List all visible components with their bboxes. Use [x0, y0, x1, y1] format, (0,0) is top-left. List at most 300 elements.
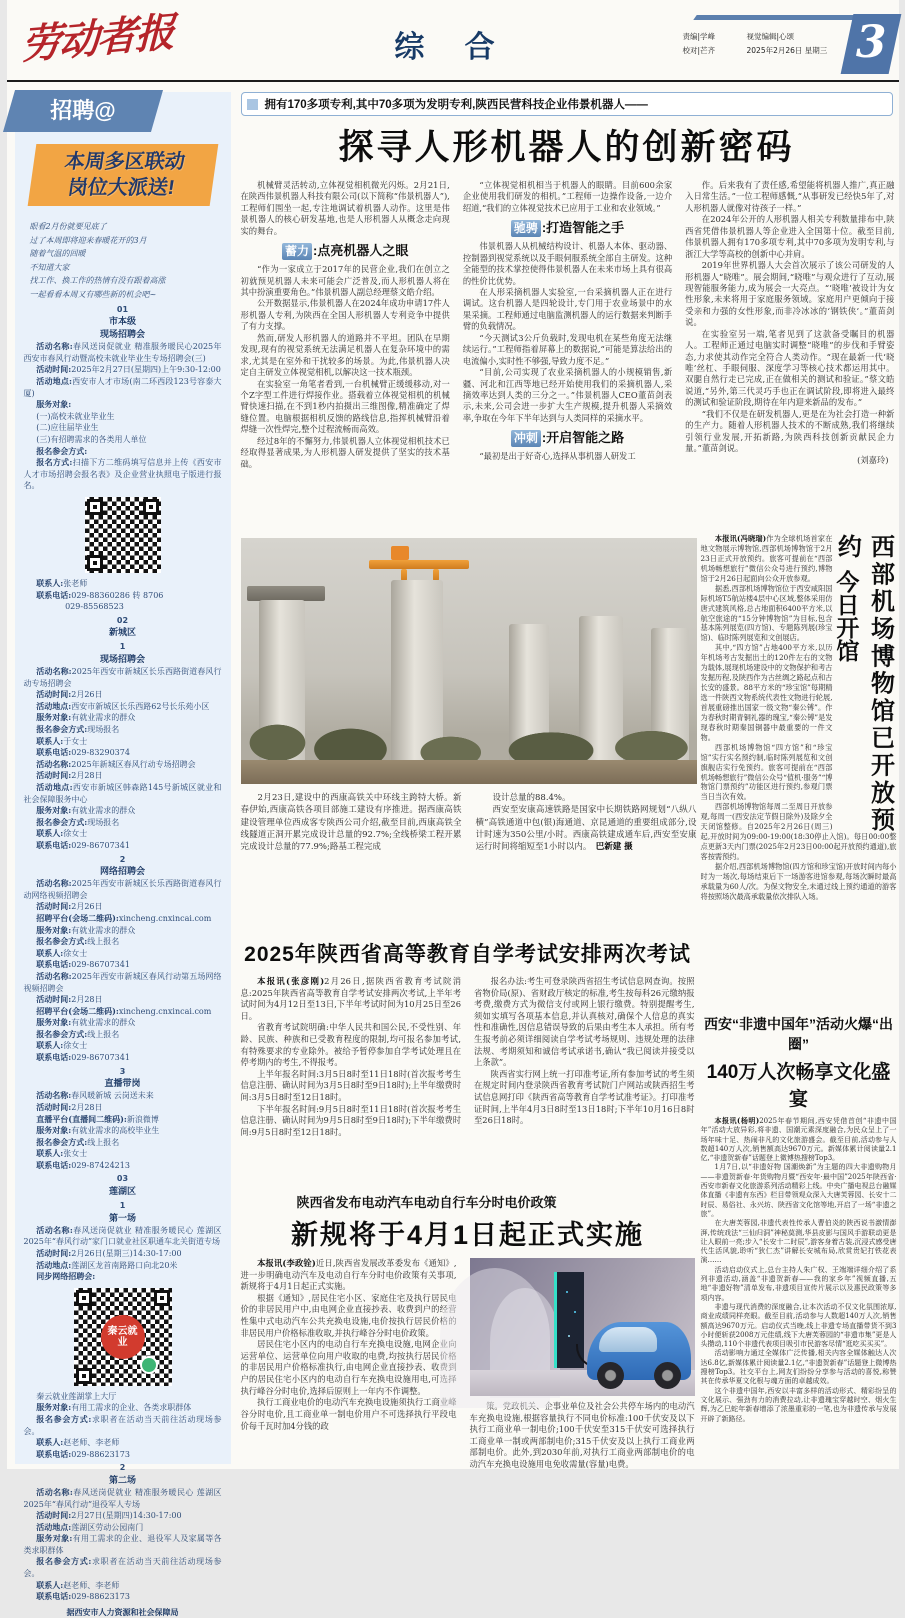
listing-line: [24, 936, 222, 948]
intro-line: 眼看2月份就要见底了: [29, 222, 107, 231]
banner-line2: 岗位大派送!: [65, 177, 176, 199]
listing-value: 029-83290374: [71, 748, 130, 758]
listing-line: [24, 828, 222, 840]
listing-value: 2025年西安市新城区春风行动第五场网络视频招聘会: [23, 971, 222, 993]
listing-label: 活动时间:: [36, 901, 72, 912]
article-column-1: [241, 180, 450, 530]
listing-label: 服务对象:: [36, 399, 72, 410]
listing-value: 新浪微博: [126, 1114, 159, 1124]
listing-plain-line: 秦云就业莲湖掌上大厅: [36, 1391, 117, 1401]
listing-value: 徐女士: [63, 1041, 88, 1051]
section-number: 01: [116, 304, 129, 314]
listing-value: 2月28日: [71, 1102, 103, 1112]
subhead-tag: 驰骋: [511, 220, 541, 237]
listing-line: [24, 994, 222, 1006]
paragraph: “立体视觉相机相当于机器人的眼睛。目前600余家企业使用我们研发的相机。”工程师一边操作设备,一边介绍道,“我们的立体视觉技术已应用于工业和农业领域。”: [462, 180, 673, 213]
listing-line: [24, 959, 222, 971]
listing-line: [24, 1402, 222, 1414]
listing-label: 同步网络招聘会:: [36, 1271, 96, 1282]
section-header: 市本级: [108, 316, 136, 327]
intro-line: 找工作、换工作的热情有没有跟着高涨: [29, 276, 166, 286]
listing-label: 报名参会方式:: [36, 445, 88, 456]
listing-line: [24, 1248, 222, 1260]
listing-line: [24, 1114, 222, 1126]
byline: (刘嘉玲): [857, 454, 889, 465]
listing-value: 2025年新城区春风行动专场招聘会: [71, 759, 196, 769]
page-number-badge: 3: [840, 14, 901, 74]
listing-line: [24, 376, 222, 399]
paper-logo: 劳动者报: [20, 8, 173, 69]
editor-credit: 责编|学峰: [682, 32, 716, 41]
listing-value: 西安市人才市场(南二环西段123号容泰大厦): [23, 377, 222, 398]
listing-label: 活动名称:: [36, 970, 72, 981]
listing-value: 029-87424213: [71, 1160, 130, 1170]
listing-label: 联系电话:: [36, 1448, 72, 1459]
listing-line: [24, 1414, 222, 1437]
listing-line: [24, 878, 222, 901]
paragraph: “最初是出于好奇心,选择从事机器人研发工: [479, 451, 636, 462]
listing-label: 联系人:: [36, 828, 64, 839]
recruitment-sidebar: [15, 92, 231, 1617]
paragraph: 在实验室另一端,笔者见到了这款备受瞩目的机器人。工程师正通过电脑实时调整“晓唯”的步伐和手臂姿态,力求使其动作完全符合人类动作。“现在最新一代‘晓唯’丝杠、手眼伺服、深度学习等核心技术都运用其中。双腿自然行走已完成,正在做相关的测试和验证。”蔡文皓说道,“另外,第三代灵巧手也正在调试阶段,即将进入最终的测试和验证阶段,期待在年内迎来新品的发布。”: [685, 328, 895, 408]
listing-value: 2025年西安市新城区长乐西路街道春风行动专场招聘会: [23, 667, 222, 688]
listing-value: 线上报名: [87, 1137, 120, 1147]
listing-label: 联系电话:: [36, 839, 72, 850]
listing-value: 扫描下方二维码填写信息并上传《西安市人才市场招聘会报名表》及企业营业执照电子版进行报名。: [23, 458, 222, 491]
main-article-kicker: [241, 92, 893, 116]
trees: [241, 698, 697, 762]
crane-arm: [369, 560, 469, 569]
listing-line: [24, 971, 222, 994]
listing-line: [24, 747, 222, 759]
listing-label: 服务对象:: [36, 1017, 72, 1028]
paragraph: 非遗与现代消费的深度融合,让本次活动不仅文化氛围浓厚,商业成绩同样亮眼。截至目前,活动参与人数超140万人次,销售额高达9670万元。启动仪式当晚,线上非遗专场直播带货不到3小时便斩获2008万元佳绩,线下大唐芙蓉园的“非遗市集”更是人头攒动,110个非遗代表项目吸引市民游客尽情“逛吃买买买”。: [700, 1302, 897, 1349]
listing-label: 服务对象:: [36, 805, 72, 816]
listing-line: [24, 1006, 222, 1018]
listing-line: [24, 1040, 222, 1052]
paragraph: 活动启动仪式上,总台主持人朱广权、王端端详细介绍了系列非遗活动,涵盖“非遗贺新春——我的家乡年”视频直播,五地“非遗好物”清单发布,非遗项目宣传片展示以及惠民政策等多项内容。: [700, 1265, 897, 1302]
listing-label: 活动时间:: [36, 689, 72, 700]
vertical-headline-main: 西部机场博物馆已开放预约: [833, 534, 894, 832]
listing-label: 活动名称:: [36, 758, 72, 769]
listing-line: [24, 724, 222, 736]
car-wheel: [597, 1362, 624, 1389]
paragraph: 据悉,西部机场博物馆位于西安咸阳国际机场T5航站楼4层中心区域,整体采用仿唐式建筑风格,总占地面积6400平方米,以航空旅途的“15分钟博物馆”为目标,包含基本陈列展览(四方馆)、专题陈列展(珍宝馆)、临时陈列展览和文创展店。: [700, 583, 833, 643]
ev-column-2: [470, 1258, 695, 1471]
newspaper-page: [7, 0, 899, 1617]
listing-line: [24, 1260, 222, 1272]
listing-line: [24, 913, 222, 925]
section-header: 第二场: [108, 1474, 136, 1485]
exam-column-1: [241, 976, 462, 1181]
paragraph: “作为一家成立于2017年的民营企业,我们在创立之初就预见机器人未来可能会广泛普及,而人形机器人将在其中扮演重要角色。”伟景机器人副总经理蔡文皓介绍。: [240, 264, 450, 297]
listing-line: [24, 1137, 222, 1149]
listing-value: xincheng.cnxincai.com: [118, 913, 212, 923]
listing-label: 联系电话:: [36, 1159, 72, 1170]
paragraph: 在实验室一角笔者看到,一台机械臂正缓缓移动,对一个Z字型工件进行焊接作业。搭载着立体视觉相机的机械臂快速扫描,在不到1秒内拍摄出三维图像,精准确定了焊缝位置。电脑根据相机反馈的路线信息,指挥机械臂沿着焊缝一次性焊完,整个过程流畅而高效。: [240, 378, 450, 435]
proofreader-credit: 校对|芒齐: [682, 46, 716, 55]
listing-line: [24, 1510, 222, 1522]
listing-value: 西安市新城区长乐西路62号长乐苑小区: [71, 701, 210, 711]
listing-value: 2月28日: [71, 771, 103, 781]
section-header: 网络招聘会: [99, 866, 145, 877]
section-title: 综 合: [394, 31, 511, 64]
listing-label: 活动地点:: [36, 700, 72, 711]
listing-label: 活动地点:: [36, 781, 73, 792]
subhead: 冲刺 :开启智能之路: [463, 429, 672, 447]
listing-value: 029-86707341: [71, 840, 130, 850]
listing-value: 莲湖区劳动公园南门: [71, 1522, 144, 1532]
listing-line: [24, 689, 222, 701]
section-number: 2: [119, 1463, 126, 1473]
listing-value: 029-88623173: [71, 1592, 130, 1602]
listing-line: [24, 1437, 222, 1449]
qr-finder-icon: [154, 1290, 170, 1306]
listing-label: 招聘平台(会场二维码):: [36, 1005, 119, 1016]
section-header: 现场招聘会: [99, 653, 145, 664]
listing-line: [24, 701, 222, 713]
listing-line: [24, 1090, 222, 1102]
listing-label: 联系电话:: [36, 747, 72, 758]
listing-line: [24, 1556, 222, 1579]
paragraph: 西部机场博物馆每周二至周日开放参观,每周一(西安法定节假日除外)及除夕全天闭馆整修。自2025年2月26日(周三)起,开放时间为09:00-19:00(18:30停止入馆)。每日00:00整点更新3天内门票(2025年2月23日00:00起开放预约通道),旅客按需预约。: [700, 802, 897, 861]
main-headline: 探寻人形机器人的创新密码: [338, 128, 795, 167]
listing-value: 春风送岗促就业 精准服务暖民心 莲湖区2025年“春风行动”退役军人专场: [23, 1487, 222, 1509]
qr-finder-icon: [87, 499, 103, 515]
ground: [241, 760, 697, 784]
listing-label: 活动名称:: [36, 1224, 73, 1235]
listing-value: 于女士: [63, 736, 88, 746]
ev-charging-photo: [470, 1258, 695, 1396]
listing-value: 2025年西安市新城区长乐西路街道春风行动网络视频招聘会: [23, 879, 222, 900]
listing-label: 活动地点:: [36, 1259, 72, 1270]
listing-line: [24, 1449, 222, 1461]
qr-center-badge: 秦云就业: [101, 1315, 145, 1359]
heritage-article: [701, 1014, 897, 1466]
lead-paragraph: 本报讯(张彦刚)2月26日,据陕西省教育考试院消息:2025年陕西省高等教育自学考试安排两次考试,上半年考试时间为4月12日至13日,下半年考试时间为10月25日至26日。: [240, 976, 461, 1021]
section-number: 02: [116, 615, 129, 625]
listing-line: [24, 1102, 222, 1114]
section-number: 3: [119, 1066, 126, 1076]
listing-label: 活动地点:: [36, 1521, 72, 1532]
listing-label: 报名参会方式:: [36, 724, 88, 734]
paragraph: 作。后来我有了责任感,希望能将机器人推广,真正融入日常生活。”一位工程师感慨,“从事研发已经快5年了,对人形机器人就像对待孩子一样。”: [685, 180, 895, 213]
paragraph: 2019年世界机器人大会首次展示了该公司研发的人形机器人“晓唯”。展会期间,“晓唯”与观众进行了互动,展现智能服务能力,成为展会一大亮点。“‘晓唯’被设计为女性形象,未来将用于家庭服务领域。家庭用户更倾向于接受亲和力强的女性形象,而非冷冰冰的‘钢铁侠’。”董苗剑说。: [685, 260, 895, 328]
listing-plain-line: (一)高校未就业毕业生: [36, 411, 115, 421]
listing-value: 有就业需求的群众: [71, 925, 136, 935]
heritage-body: [701, 1116, 897, 1424]
qr-code-branded: [74, 1288, 172, 1386]
listing-line: [24, 948, 222, 960]
listing-value: 2月26日: [71, 690, 103, 700]
kicker-bullet-icon: [247, 99, 258, 110]
listing-line: [24, 364, 222, 376]
listing-label: 报名参会方式:: [36, 1028, 88, 1039]
listing-line: [24, 446, 222, 458]
paragraph: “目前,公司实现了农业采摘机器人的小规模销售,新疆、河北和江西等地已经开始使用我们的采摘机器人,采摘效率达到人类的三分之一。”伟景机器人CEO董苗剑表示,未来,公司会进一步扩大生产规模,提升机器人采摘效率,争取在今年下半年达到与人类同样的采摘水平。: [462, 367, 673, 423]
paragraph: 上半年报名时间:3月5日8时至11日18时(首次报考考生信息注册、确认时间为3月5日8时至9日18时);上半年缴费时间:3月5日8时至12日18时。: [240, 1068, 461, 1103]
listing-value: 春风送岗促就业 精准服务暖民心 莲湖区2025年“春风行动”家门口就业社区职通车北关街道专场: [23, 1225, 222, 1247]
listing-label: 活动地点:: [36, 376, 72, 387]
listing-label: 联系人:: [36, 1437, 64, 1448]
listing-value: 线上报名: [87, 937, 120, 947]
listing-value: 029-86707341: [71, 1053, 130, 1063]
listing-label: 活动时间:: [36, 770, 72, 781]
paragraph: 其中,“四方馆”占地400平方米,以历年机场考古发掘出土的120件左右的文物为载体,展现机场建设中的文物保护和考古发掘历程,及陕西作为古丝绸之路起点和古长安的盛景。88平方米的“珍宝馆”每期精选一件陕西文物系统代表性文物进行轮展,首展重磅推出国家一级文物“秦公镈”。作为春秋时期青铜礼器的瑰宝,“秦公镈”是发现春秋时期秦国铜器中最重要的一件文物。: [700, 643, 833, 742]
ev-column-1: [241, 1258, 457, 1471]
listing-line: [24, 1148, 222, 1160]
paragraph: 西部机场博物馆“四方馆”和“珍宝馆”实行实名预约制,临时陈列展览和文创旗舰店实行免预约。旅客可提前在“西部机场畅想旅行”微信公众号“值机·服务”“博物馆门票预约”功能区进行预约,参观门票当日当次有效。: [700, 742, 833, 802]
section-header: 直播带岗: [104, 1078, 141, 1089]
masthead-credits: [683, 30, 851, 58]
ev-continued-text: [470, 1401, 695, 1471]
paragraph: 在人形采摘机器人实验室,一台采摘机器人正在进行调试。这台机器人是四轮设计,专门用于农业场景中的水果采摘。工程师通过电脑监测机器人的运行数据来判断手臂的负载情况。: [462, 287, 673, 332]
exam-headline: 2025年陕西省高等教育自学考试安排两次考试: [244, 943, 691, 966]
listing-value: 2月28日: [71, 995, 103, 1005]
paragraph: 然而,研发人形机器人的道路并不平坦。团队在早期发现,现有的视觉系统无法满足机器人在复杂环境中的需求,尤其是在室外和干扰较多的场景。为此,伟景机器人决定自主研发立体视觉相机,以解决这一技术瓶颈。: [240, 332, 450, 378]
listing-label: 招聘平台(会场二维码):: [36, 912, 119, 923]
lead-paragraph: 本报讯(李政铨)近日,陕西省发展改革委发布《通知》,进一步明确电动汽车及电动自行车分时电价政策有关事项,新规将于4月1日起正式实施。: [240, 1258, 457, 1292]
heritage-kicker-headline: 西安“非遗中国年”活动火爆“出圈”: [704, 1016, 893, 1052]
listing-plain-line: (二)应往届毕业生: [36, 423, 99, 433]
listing-line: [24, 1017, 222, 1029]
listing-label: 报名参会方式:: [36, 936, 88, 947]
paragraph: 报名办法:考生可登录陕西省招生考试信息网查询。按照省物价局(原)、省财政厅核定的标准,考生按每科26元缴纳报考费,缴费方式为微信支付或网上银行缴费。特别提醒考生,须如实填写各项基本信息,并认真核对,确保个人信息的真实性和准确性,因信息错误导致的后果由考生本人承担。所有考生报考前必须详细阅读自学考试考场规则、违规处理的法律法规、考期须知和诚信考试承诺书,确认“我已阅读并接受以上条款”。: [474, 976, 695, 1068]
listing-label: 活动时间:: [36, 364, 72, 375]
listing-line: [24, 901, 222, 913]
listing-label: 联系人:: [36, 1040, 64, 1051]
listing-value: 线上报名: [87, 1029, 120, 1039]
sidebar-tag: 招聘@: [2, 90, 162, 132]
subhead-tag: 冲刺: [511, 430, 541, 447]
paragraph: 根据《通知》,居民住宅小区、家庭住宅及执行居民电价的非居民用户中,由电网企业直接抄表、收费到户的经营性集中式电动汽车公共充换电设施,电价按执行居民价格的非居民用户价格标准收取,并执行峰谷分时电价政策。: [240, 1292, 457, 1338]
subhead-tag: 蓄力: [282, 243, 312, 260]
listing-label: 联系电话:: [36, 959, 72, 970]
listing-value: 张老师: [63, 578, 88, 588]
listing-line: [24, 666, 222, 689]
sidebar-listings: [15, 216, 231, 1618]
paragraph: 这个非遗中国年,西安以丰富多样的活动形式、精彩纷呈的文化展示、强劲有力的消费拉动,让非遗瑰宝穿越时空、烟火生辉,为乙巳蛇年新春增添了浓墨重彩的一笔,也为非遗传承与发展开辟了新路径。: [700, 1386, 897, 1423]
listing-label: 报名参会方式:: [36, 1136, 88, 1147]
listing-value: 2月27日(星期四)14:30-17:00: [71, 1511, 182, 1521]
museum-vertical-headline: [833, 534, 897, 832]
listing-value: 莲湖区龙首南路路口向北20米: [71, 1260, 178, 1270]
qr-finder-icon: [87, 555, 103, 571]
listing-line: [24, 1225, 222, 1248]
listing-value: 春风暖新城 云岗送未来: [71, 1091, 154, 1101]
listing-line: [24, 590, 222, 602]
listing-label: 活动名称:: [36, 1486, 73, 1497]
ev-headline: 新规将于4月1日起正式实施: [290, 1220, 645, 1250]
paragraph: 1月7日,以“非遗好物 国潮焕新”为主题的四大非遗购物月——非遗贺新春·年货购物月暨“西安年·最中国”2025年陕西省·西安市新春文化旅游系列活动精彩上线。中央广播电视总台融媒体直播《非遗有东西》栏目带领观众深入大唐芙蓉园、长安十二时辰、易俗社、永兴坊、陕西省文化馆等地,开启了一场“非遗之旅”。: [700, 1163, 897, 1218]
museum-article: [701, 534, 897, 1012]
paragraph: 机械臂灵活转动,立体视觉相机微光闪烁。2月21日,在陕西伟景机器人科技有限公司(以下简称“伟景机器人”),工程师们围坐一起,专注地调试着机器人动作。这里是伟景机器人的核心研发基地,也是人形机器人从概念走向现实的舞台。: [240, 180, 450, 236]
listing-value: 徐女士: [63, 829, 88, 839]
article-column-2: [463, 180, 672, 530]
paragraph: “我们不仅是在研发机器人,更是在为社会打造一种新的生产力。随着人形机器人技术的不断成熟,我们将继续引领行业发展,开拓新路,为陕西科技创新贡献民企力量。”董苗剑说。: [685, 408, 895, 454]
listing-value: 赵老师、李老师: [63, 1580, 120, 1590]
listing-label: 联系人:: [36, 735, 64, 746]
listing-label: 活动名称:: [36, 341, 73, 352]
section-header: 新城区: [108, 627, 136, 638]
listing-value: 2月26日(星期三)14:30-17:00: [71, 1248, 182, 1258]
listing-value: 有就业需求的高校毕业生: [71, 1126, 160, 1136]
listing-value: 2月26日: [71, 902, 103, 912]
article-column-3: [685, 180, 894, 530]
listing-line: [24, 1271, 222, 1283]
paragraph: 伟景机器人从机械结构设计、机器人本体、驱动器、控制器到视觉系统以及手眼伺服系统全部自主研发。这种全能型的技术掌控使得伟景机器人在未来市场上具有很高的性价比优势。: [462, 241, 673, 286]
listing-label: 联系电话:: [36, 1591, 72, 1602]
listing-line: [24, 399, 222, 411]
visual-editor-credit: 视觉编辑|心颂: [746, 32, 795, 41]
exam-article: [241, 938, 695, 1186]
listing-value: 现场报名: [87, 725, 120, 734]
paragraph: 在2024年公开的人形机器人相关专利数量排布中,陕西省凭借伟景机器人等企业进入全国第十位。截至目前,伟景机器人拥有170多项专利,其中70多项为发明专利,与浙江大学等高校的创新中心并肩。: [685, 214, 895, 259]
listing-line: [24, 1487, 222, 1510]
ev-car: [587, 1322, 691, 1380]
paragraph: 陕西省实行网上统一打印准考证,所有参加考试的考生须在规定时间内登录陕西省教育考试院门户网站或陕西招生考试信息网打印《陕西省高等教育自学考试准考证》。打印准考证时间,上半年4月3日8时至13日18时;下半年10月16日8时至26日18时。: [474, 1068, 695, 1126]
listing-label: 活动名称:: [36, 1090, 72, 1101]
listing-line: [24, 736, 222, 748]
section-number: 1: [119, 1201, 126, 1211]
listing-label: 联系人:: [36, 577, 64, 588]
listing-line: [24, 1580, 222, 1592]
listing-line: [24, 1125, 222, 1137]
heritage-main-headline: 140万人次畅享文化盛宴: [706, 1062, 891, 1110]
paragraph: 省教育考试院明确:中华人民共和国公民,不受性别、年龄、民族、种族和已受教育程度的限制,均可报名参加考试,有特殊要求的专业除外。被给予暂停参加自学考试处理且在停考期内的考生,不得报考。: [240, 1022, 461, 1068]
listing-label: 活动时间:: [36, 1247, 72, 1258]
listing-line: [24, 1029, 222, 1041]
listing-label: 联系人:: [36, 947, 64, 958]
car-wheel: [654, 1362, 681, 1389]
listing-label: 活动时间:: [36, 1101, 72, 1112]
listing-value: 徐女士: [63, 948, 88, 958]
lead-paragraph: 本报讯(杨明)2025年春节期间,西安凭借首创“非遗中国年”活动大放异彩,将非遗、国潮元素深度融合,为民众呈上了一场年味十足、热闹非凡的文化旅游盛会。截至目前,活动参与人数超140万人次,销售额高达9670万元。新媒体累计阅读量2.1亿,“非遗贺新春”话题登上微博热搜榜Top3。: [700, 1116, 897, 1163]
car-window: [599, 1327, 657, 1352]
listing-value: 有就业需求的群众: [71, 1018, 136, 1028]
paragraph: 在大唐芙蓉园,非遗代表性传承人曹伯炎的陕西说书激情澎湃,传统戏法“三仙归洞”神秘莫测,华县皮影与国风手游联动更是让人眼前一亮;步入“长安十二时辰”,游客身着古装,沉浸式感受唐代生活风貌,聆听“狄仁杰”讲解长安城布局,欣赏贵妃打铁花表演……: [700, 1219, 897, 1265]
listing-value: 有用工需求的企业、退役军人及家属等各类求职群体: [23, 1534, 222, 1555]
intro-line: 不知道大家: [29, 262, 70, 272]
listing-label: 服务对象:: [36, 1533, 73, 1544]
listing-value: 029-88623173: [71, 1449, 130, 1459]
qr-code: [85, 497, 161, 573]
subhead: 蓄力 :点亮机器人之眼: [241, 242, 450, 260]
section-header: 第一场: [108, 1212, 136, 1223]
section-header: 现场招聘会: [99, 329, 145, 340]
intro-line: 随着气温的回暖: [29, 249, 86, 259]
caption-text: 西安至安康高速铁路是国家中长期铁路网规划“八纵八横”高铁通道中包(银)海通道、京昆通道的重要组成部分,设计时速为350公里/小时。西康高铁建成通车后,西安至安康运行时间将缩短至1小时以内。: [475, 805, 697, 853]
listing-line: [24, 1052, 222, 1064]
listing-line: [24, 759, 222, 771]
paragraph: 据介绍,西部机场博物馆(四方馆和珍宝馆)开放时间内每小时为一场次,每场结束后下一场游客进馆参观,每场次瞬时最高承载量为60人/次。为保文物安全,未通过线上预约通道的游客将按照场次最高承载量依次排队入场。: [700, 861, 897, 901]
qr-finder-icon: [143, 499, 159, 515]
bridge-photo: [241, 538, 697, 784]
listing-value: 有就业需求的群众: [71, 713, 136, 723]
listing-value: 029-88360286 转 8706: [71, 590, 164, 600]
section-number: 03: [116, 1174, 129, 1184]
masthead-rule: [7, 80, 899, 82]
crane-cab: [391, 546, 409, 560]
listing-value: 求职者在活动当天前往活动现场参会。: [23, 1557, 222, 1579]
paragraph: “今天测试3公斤负载时,发现电机在某些角度无法继续运行。”工程师指着屏幕上的数据说,“可能是算法给出的电流偏小,实时性不够强,导致力度不足。”: [462, 332, 673, 366]
wechat-icon: [140, 1356, 158, 1374]
listing-line: [24, 578, 222, 590]
listing-line: [24, 1591, 222, 1603]
listing-line: [24, 1533, 222, 1556]
sidebar-source: 据西安市人力资源和社会保障局: [66, 1607, 179, 1617]
listing-line: [24, 817, 222, 829]
bridge-photo-block: [241, 538, 697, 920]
issue-date: 2025年2月26日 星期三: [746, 46, 828, 55]
listing-line: [24, 457, 222, 492]
listing-value: 2025年2月27日(星期四)上午9:30-12:00: [71, 365, 221, 375]
section-header: 莲湖区: [108, 1186, 136, 1197]
ev-article: [241, 1192, 695, 1468]
listing-value: 029-86707341: [71, 960, 130, 970]
paragraph: 策。党政机关、企事业单位及社会公共停车场内的电动汽车充换电设施,根据容量执行不同电价标准:100千伏安及以下执行工商业单一制电价;100千伏安至315千伏安可选择执行工商业单一制或两部制电价;315千伏安及以上执行工商业两部制电价。此外,到2030年前,对执行工商业两部制电价的电动汽车充换电设施用电免收需量(容量)电费。: [469, 1401, 695, 1470]
banner-line1: 本周多区联动: [62, 151, 186, 173]
intro-line: 一起看看本周又有哪些新的机会吧~: [29, 289, 157, 299]
listing-value: 张女士: [63, 1149, 88, 1159]
vertical-headline-sub: 今日开馆: [833, 570, 860, 662]
listing-label: 报名参会方式:: [36, 1413, 92, 1424]
section-number: 2: [119, 854, 126, 864]
caption-right: 设计总量的88.4%。 西安至安康高速铁路是国家中长期铁路网规划“八纵八横”高铁通道中包(银)海通道、京昆通道的重要组成部分,设计时速为350公里/小时。西康高铁建成通车后,西安至安康运行时间将缩短至1小时以内。 巴新建 摄: [475, 793, 697, 853]
listing-line: [24, 925, 222, 937]
intro-line: 过了本周即将迎来春暖花开的3月: [29, 235, 147, 245]
listing-label: 联系人:: [36, 1148, 64, 1159]
listing-label: 活动时间:: [36, 994, 72, 1005]
paragraph: 执行工商业电价的电动汽车充换电设施须执行工商业峰谷分时电价,且工商业单一制电价用户不可选择执行平段电价每千瓦时加4分钱的政: [240, 1397, 457, 1431]
listing-label: 报名方式:: [36, 457, 73, 468]
listing-label: 服务对象:: [36, 924, 72, 935]
bridge-beam: [247, 586, 325, 601]
listing-value: 有用工需求的企业、各类求职群体: [71, 1403, 192, 1413]
listing-line: [24, 1160, 222, 1172]
paragraph: 居民住宅小区内的电动自行车充换电设施,电网企业向运营单位、运营单位向用户收取的电费,均按执行居民价格的非居民用户价格标准执行,由电网企业直接抄表、收费到户的居民住宅小区内的电动自行车充换电设施用电,可选择执行峰谷分时电价,选择后原则上一年内不作调整。: [240, 1339, 457, 1396]
listing-value: 求职者在活动当天前往活动现场参会。: [23, 1414, 222, 1436]
listing-label: 服务对象:: [36, 1125, 72, 1136]
listing-line: [24, 712, 222, 724]
main-article-columns: [241, 180, 895, 530]
listing-line: [24, 840, 222, 852]
listing-label: 服务对象:: [36, 1402, 72, 1413]
section-number: 1: [119, 642, 126, 652]
listing-label: 联系人:: [36, 1579, 64, 1590]
listing-label: 活动名称:: [36, 878, 72, 889]
paragraph: 经过8年的不懈努力,伟景机器人立体视觉相机技术已经取得显著成果,为人形机器人研发提供了坚实的技术基础。: [240, 435, 450, 469]
listing-value: 春风送岗促就业 精准服务暖民心2025年西安市春风行动暨高校未就业毕业生专场招聘会(三): [23, 342, 222, 363]
caption-left: 2月23日,建设中的西康高铁关中环线主跨特大桥。新春伊始,西康高铁各项目部施工建设有序推进。据西康高铁建设管理单位西成客专陕西公司介绍,截至目前,西康高铁全线隧道正洞开累完成设计总量的92.7%;全线桥梁工程开累完成设计总量的77.9%;路基工程完成: [240, 793, 462, 853]
photo-credit: 巴新建 摄: [595, 842, 633, 853]
listing-line: [24, 1522, 222, 1534]
paragraph: 公开数据显示,伟景机器人在2024年成功申请17件人形机器人专利,为陕西在全国人形机器人专利竞争中提供了有力支撑。: [240, 298, 450, 332]
listing-value: 现场报名: [87, 817, 120, 827]
photo-caption: [241, 792, 697, 920]
listing-line: [24, 341, 222, 364]
sidebar-banner: [27, 144, 218, 206]
listing-label: 活动时间:: [36, 1510, 72, 1521]
listing-line: [24, 770, 222, 782]
subhead: 驰骋 :打造智能之手: [463, 219, 672, 237]
lead-paragraph: 本报讯(冯晓瑞)作为全球机场首家在地文物展示博物馆,西部机场博物馆于2月23日正式开放预约。旅客可提前在“西部机场畅想旅行”微信公众号进行预约,博物馆于2月26日起面向公众开放参观。: [700, 534, 833, 583]
listing-value: 赵老师、李老师: [63, 1438, 120, 1448]
paragraph: 活动影响力通过全媒体广泛传播,相关内容全媒体触达人次达6.8亿,新媒体累计阅读量2.1亿,“非遗贺新春”话题登上微博热搜榜Top3。社交平台上,网友们纷纷分享参与活动的喜悦,称赞其在传承华夏文化根与魂方面的卓越成效。: [700, 1349, 897, 1386]
listing-label: 联系电话:: [36, 1052, 72, 1063]
listing-label: 报名参会方式:: [36, 1556, 92, 1567]
listing-label: 联系电话:: [36, 589, 72, 600]
